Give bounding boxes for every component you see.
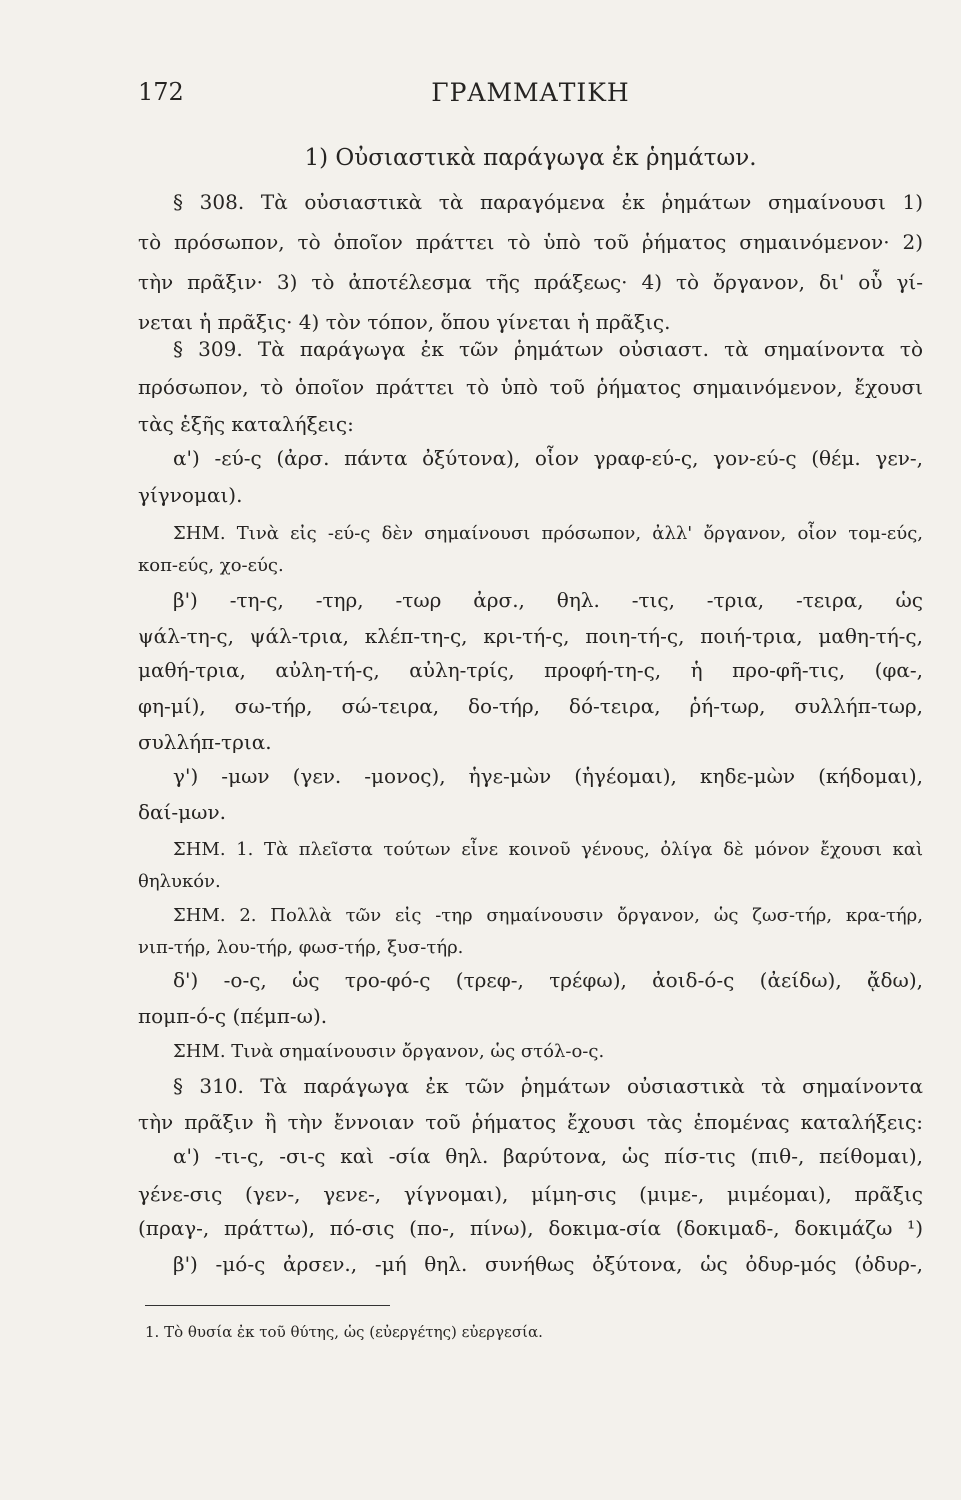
text-line: πομπ-ό-ς (πέμπ-ω). bbox=[138, 1004, 328, 1028]
footnote: 1. Τὸ θυσία ἐκ τοῦ θύτης, ὡς (εὐεργέτης) εὐεργεσία. bbox=[145, 1323, 543, 1341]
text-line: α') -εύ-ς (ἀρσ. πάντα ὀξύτονα), οἷον γραφ-εύ-ς, γον-εύ-ς (θέμ. γεν-, bbox=[173, 446, 923, 470]
text-line: δαί-μων. bbox=[138, 800, 226, 824]
text-line: μαθή-τρια, αὐλη-τή-ς, αὐλη-τρίς, προφή-τη-ς, ἡ προ-φῆ-τις, (φα-, bbox=[138, 658, 923, 682]
note-line: ΣΗΜ. Τινὰ εἰς -εύ-ς δὲν σημαίνουσι πρόσωπον, ἀλλ' ὄργανον, οἷον τομ-εύς, bbox=[173, 523, 923, 544]
page-number: 172 bbox=[138, 78, 184, 106]
text-line: α') -τι-ς, -σι-ς καὶ -σία θηλ. βαρύτονα, ὡς πίσ-τις (πιθ-, πείθομαι), bbox=[173, 1144, 923, 1168]
text-line: β') -τη-ς, -τηρ, -τωρ ἀρσ., θηλ. -τις, -τρια, -τειρα, ὡς bbox=[173, 588, 923, 612]
text-line: γ') -μων (γεν. -μονος), ἡγε-μὼν (ἡγέομαι), κηδε-μὼν (κήδομαι), bbox=[173, 764, 923, 788]
text-line: τὴν πρᾶξιν· 3) τὸ ἀποτέλεσμα τῆς πράξεως· 4) τὸ ὄργανον, δι' οὗ γί- bbox=[138, 270, 923, 294]
note-line: κοπ-εύς, χο-εύς. bbox=[138, 555, 284, 576]
text-line: νεται ἡ πρᾶξις· 4) τὸν τόπον, ὅπου γίνεται ἡ πρᾶξις. bbox=[138, 310, 671, 334]
text-line: § 309. Τὰ παράγωγα ἐκ τῶν ῥημάτων οὐσιαστ. τὰ σημαίνοντα τὸ bbox=[173, 337, 923, 361]
section-title: 1) Οὐσιαστικὰ παράγωγα ἐκ ῥημάτων. bbox=[304, 145, 757, 171]
note-line: ΣΗΜ. Τινὰ σημαίνουσιν ὄργανον, ὡς στόλ-ο-ς. bbox=[173, 1041, 605, 1062]
text-line: φη-μί), σω-τήρ, σώ-τειρα, δο-τήρ, δό-τειρα, ῥή-τωρ, συλλήπ-τωρ, bbox=[138, 694, 923, 718]
text-line: § 308. Τὰ οὐσιαστικὰ τὰ παραγόμενα ἐκ ῥημάτων σημαίνουσι 1) bbox=[173, 190, 923, 214]
text-line: (πραγ-, πράττω), πό-σις (πο-, πίνω), δοκιμα-σία (δοκιμαδ-, δοκιμάζω ¹) bbox=[138, 1216, 923, 1240]
text-line: γένε-σις (γεν-, γενε-, γίγνομαι), μίμη-σις (μιμε-, μιμέομαι), πρᾶξις bbox=[138, 1182, 923, 1206]
text-line: τὸ πρόσωπον, τὸ ὁποῖον πράττει τὸ ὑπὸ τοῦ ῥήματος σημαινόμενον· 2) bbox=[138, 230, 923, 254]
text-line: συλλήπ-τρια. bbox=[138, 730, 272, 754]
text-line: § 310. Τὰ παράγωγα ἐκ τῶν ῥημάτων οὐσιαστικὰ τὰ σημαίνοντα bbox=[173, 1074, 923, 1098]
note-line: ΣΗΜ. 1. Τὰ πλεῖστα τούτων εἶνε κοινοῦ γένους, ὀλίγα δὲ μόνον ἔχουσι καὶ bbox=[173, 839, 923, 860]
text-line: ψάλ-τη-ς, ψάλ-τρια, κλέπ-τη-ς, κρι-τή-ς, ποιη-τή-ς, ποιή-τρια, μαθη-τή-ς, bbox=[138, 624, 923, 648]
text-line: τὴν πρᾶξιν ἢ τὴν ἔννοιαν τοῦ ῥήματος ἔχουσι τὰς ἑπομένας καταλήξεις: bbox=[138, 1110, 923, 1134]
note-line: νιπ-τήρ, λου-τήρ, φωσ-τήρ, ξυσ-τήρ. bbox=[138, 937, 464, 958]
text-line: πρόσωπον, τὸ ὁποῖον πράττει τὸ ὑπὸ τοῦ ῥήματος σημαινόμενον, ἔχουσι bbox=[138, 375, 923, 399]
note-line: θηλυκόν. bbox=[138, 871, 221, 892]
text-line: γίγνομαι). bbox=[138, 483, 243, 507]
footnote-divider bbox=[145, 1305, 390, 1306]
text-line: τὰς ἑξῆς καταλήξεις: bbox=[138, 412, 354, 436]
text-line: β') -μό-ς ἀρσεν., -μή θηλ. συνήθως ὀξύτονα, ὡς ὀδυρ-μός (ὀδυρ-, bbox=[173, 1252, 923, 1276]
note-line: ΣΗΜ. 2. Πολλὰ τῶν εἰς -τηρ σημαίνουσιν ὄργανον, ὡς ζωσ-τήρ, κρα-τήρ, bbox=[173, 905, 923, 926]
running-title: ΓΡΑΜΜΑΤΙΚΗ bbox=[431, 78, 630, 107]
page-header bbox=[138, 78, 923, 114]
text-line: δ') -ο-ς, ὡς τρο-φό-ς (τρεφ-, τρέφω), ἀοιδ-ό-ς (ἀείδω), ᾄδω), bbox=[173, 968, 923, 992]
